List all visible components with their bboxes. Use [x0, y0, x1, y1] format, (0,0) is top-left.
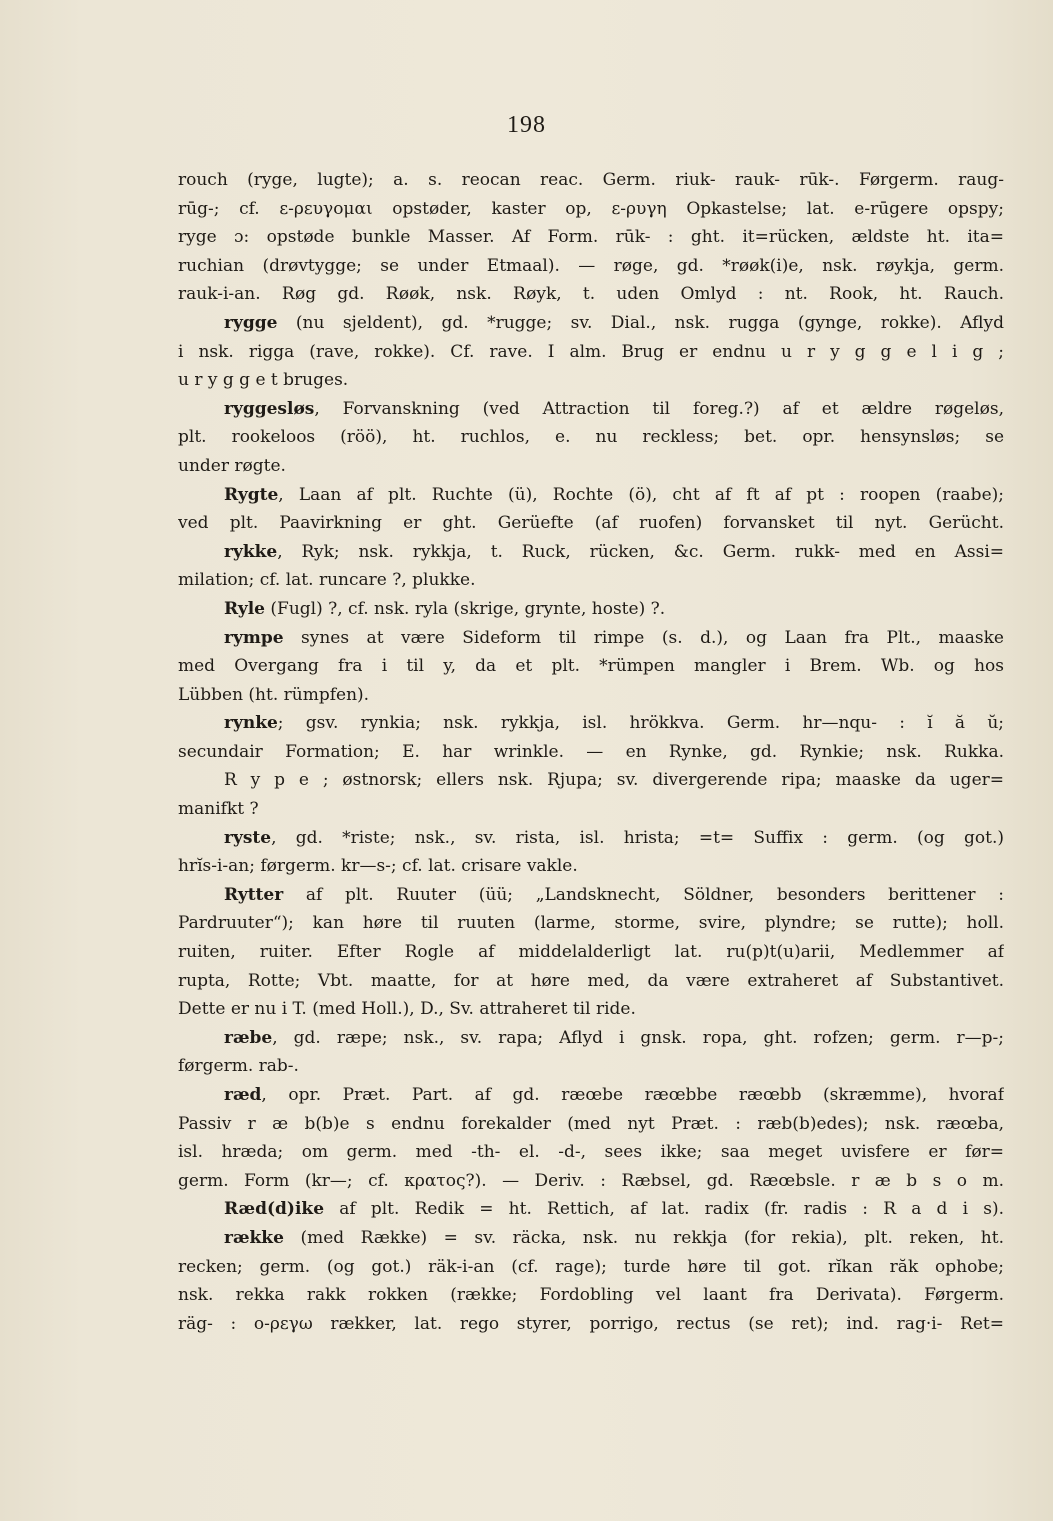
- text-line: plt. rookeloos (röö), ht. ruchlos, e. nu reckless; bet. opr. hensynsløs; se: [178, 427, 1004, 448]
- headword: ryste: [224, 827, 272, 848]
- text-line: række (med Række) = sv. räcka, nsk. nu rekkja (for rekia), plt. reken, ht.: [224, 1227, 1004, 1248]
- text-line: ryge ɔ: opstøde bunkle Masser. Af Form. rūk- : ght. it=rücken, ældste ht. ita=: [178, 227, 1004, 248]
- text-line: rynke; gsv. rynkia; nsk. rykkja, isl. hrökkva. Germ. hr—nqu- : ĭ ă ŭ;: [224, 713, 1004, 734]
- text-line: Pardruuter“); kan høre til ruuten (larme, storme, svire, plyndre; se rutte); holl.: [178, 913, 1004, 934]
- text-line: rupta, Rotte; Vbt. maatte, for at høre med, da være extraheret af Substantivet.: [178, 970, 1004, 991]
- text-line: secundair Formation; E. har wrinkle. — en Rynke, gd. Rynkie; nsk. Rukka.: [178, 741, 1004, 762]
- text-line: ræbe, gd. ræpe; nsk., sv. rapa; Aflyd i gnsk. ropa, ght. rofzen; germ. r—p-;: [224, 1027, 1004, 1048]
- text-line: førgerm. rab-.: [178, 1056, 299, 1077]
- headword: rympe: [224, 627, 284, 648]
- text-line: manifkt ?: [178, 799, 259, 820]
- headword: Ræd(d)ike: [224, 1199, 325, 1220]
- text-line: Lübben (ht. rümpfen).: [178, 684, 370, 705]
- headword: Ryle: [224, 598, 265, 619]
- text-line: germ. Form (kr—; cf. κρατος?). — Deriv. : Ræbsel, gd. Ræœbsle. r æ b s o m.: [178, 1170, 1004, 1191]
- text-line: rykke, Ryk; nsk. rykkja, t. Ruck, rücken, &c. Germ. rukk- med en Assi=: [224, 541, 1004, 562]
- text-line: ryste, gd. *riste; nsk., sv. rista, isl. hrista; =t= Suffix : germ. (og got.): [224, 827, 1004, 848]
- headword: ræbe: [224, 1027, 273, 1048]
- headword: Rygte: [224, 484, 279, 505]
- text-line: Rygte, Laan af plt. Ruchte (ü), Rochte (ö), cht af ft af pt : roopen (raabe);: [224, 484, 1004, 505]
- entry-text-block: [178, 166, 1004, 1338]
- text-line: rūg-; cf. ε-ρευγομαι opstøder, kaster op, ε-ρυγη Opkastelse; lat. e-rūgere opspy;: [178, 198, 1004, 219]
- text-line: recken; germ. (og got.) räk-i-an (cf. rage); turde høre til got. rĭkan răk ophobe;: [178, 1256, 1004, 1277]
- headword: ryggesløs: [224, 398, 315, 419]
- headword: rykke: [224, 541, 278, 562]
- text-line: i nsk. rigga (rave, rokke). Cf. rave. I alm. Brug er endnu u r y g g e l i g ;: [178, 341, 1004, 362]
- text-line: ruchian (drøvtygge; se under Etmaal). — røge, gd. *røøk(i)e, nsk. røykja, germ.: [178, 255, 1004, 276]
- text-line: u r y g g e t bruges.: [178, 370, 349, 391]
- page-number: 198: [507, 112, 546, 138]
- text-line: rouch (ryge, lugte); a. s. reocan reac. Germ. riuk- rauk- rūk-. Førgerm. raug-: [178, 170, 1004, 190]
- text-line: ræd, opr. Præt. Part. af gd. ræœbe ræœbbe ræœbb (skræmme), hvoraf: [224, 1085, 1004, 1105]
- text-line: R y p e ; østnorsk; ellers nsk. Rjupa; sv. divergerende ripa; maaske da uger=: [224, 770, 1004, 791]
- text-line: Ræd(d)ike af plt. Redik = ht. Rettich, af lat. radix (fr. radis : R a d i s).: [224, 1199, 1004, 1220]
- text-line: milation; cf. lat. runcare ?, plukke.: [178, 570, 476, 591]
- text-line: Rytter af plt. Ruuter (üü; „Landsknecht, Söldner, besonders berittener :: [224, 884, 1004, 905]
- headword: ræd: [224, 1085, 262, 1105]
- text-line: Ryle (Fugl) ?, cf. nsk. ryla (skrige, grynte, hoste) ?.: [224, 598, 666, 619]
- headword: rynke: [224, 713, 278, 734]
- text-line: Dette er nu i T. (med Holl.), D., Sv. attraheret til ride.: [178, 999, 636, 1020]
- text-line: rauk-i-an. Røg gd. Røøk, nsk. Røyk, t. uden Omlyd : nt. Rook, ht. Rauch.: [178, 284, 1004, 305]
- text-line: ved plt. Paavirkning er ght. Gerüefte (af ruofen) forvansket til nyt. Gerücht.: [178, 513, 1004, 534]
- text-line: nsk. rekka rakk rokken (række; Fordobling vel laant fra Derivata). Førgerm.: [178, 1285, 1004, 1306]
- text-line: ruiten, ruiter. Efter Rogle af middelalderligt lat. ru(p)t(u)arii, Medlemmer af: [178, 942, 1004, 963]
- text-line: isl. hræda; om germ. med -th- el. -d-, sees ikke; saa meget uvisfere er før=: [178, 1142, 1004, 1163]
- text-line: ryggesløs, Forvanskning (ved Attraction til foreg.?) af et ældre røgeløs,: [224, 398, 1004, 419]
- text-line: rygge (nu sjeldent), gd. *rugge; sv. Dial., nsk. rugga (gynge, rokke). Aflyd: [224, 312, 1004, 333]
- text-line: hrĭs-i-an; førgerm. kr—s-; cf. lat. crisare vakle.: [178, 856, 578, 877]
- text-line: med Overgang fra i til y, da et plt. *rümpen mangler i Brem. Wb. og hos: [178, 656, 1004, 677]
- text-line: under røgte.: [178, 455, 286, 476]
- headword: rygge: [224, 312, 278, 333]
- text-line: räg- : o-ρεγω rækker, lat. rego styrer, porrigo, rectus (se ret); ind. rag·i- Ret=: [178, 1313, 1004, 1334]
- headword: række: [224, 1227, 284, 1248]
- text-line: Passiv r æ b(b)e s endnu forekalder (med nyt Præt. : ræb(b)edes); nsk. ræœba,: [178, 1113, 1004, 1134]
- headword: Rytter: [224, 884, 284, 905]
- text-line: rympe synes at være Sideform til rimpe (s. d.), og Laan fra Plt., maaske: [224, 627, 1004, 648]
